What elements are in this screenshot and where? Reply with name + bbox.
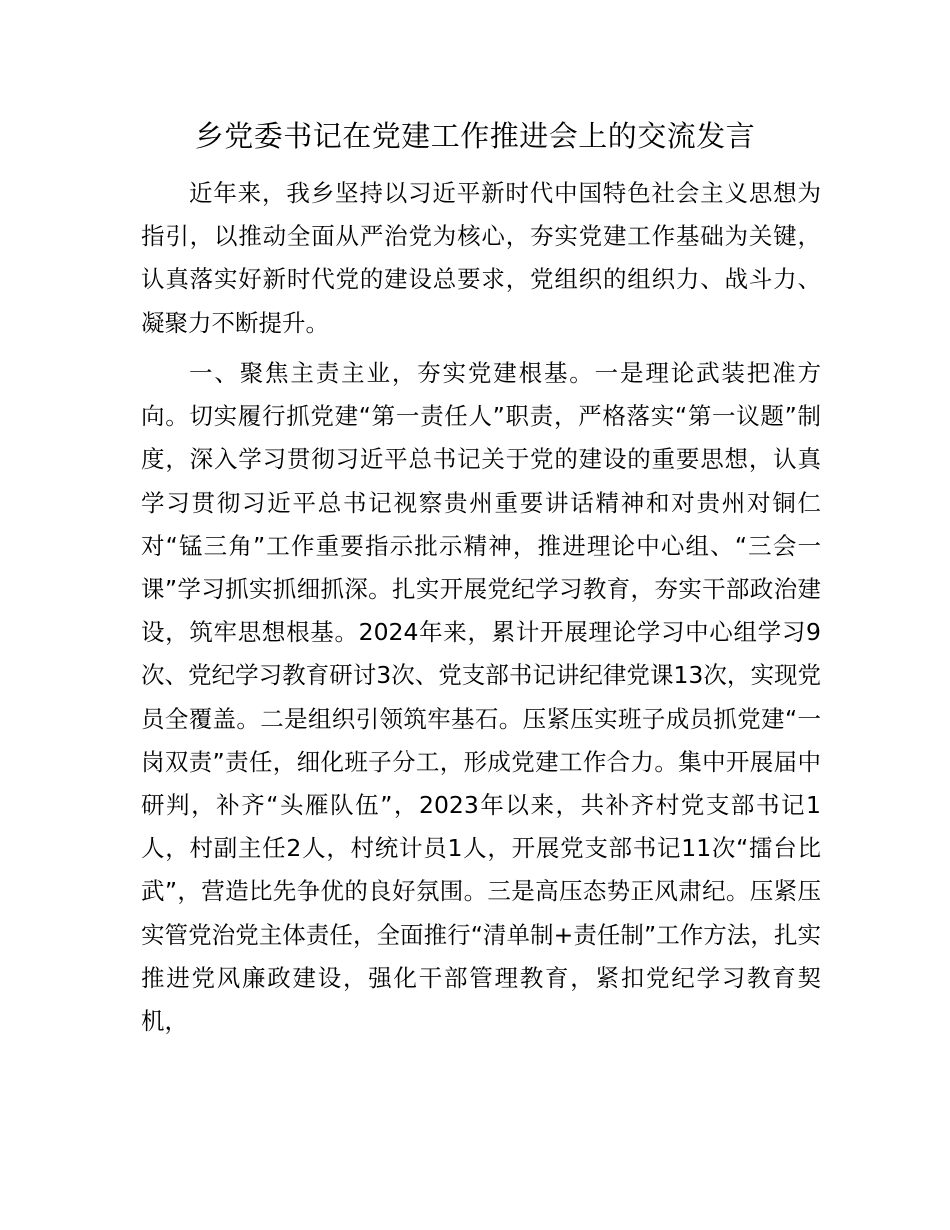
document-title: 乡党委书记在党建工作推进会上的交流发言 xyxy=(194,119,756,153)
paragraph-section-one: 一、聚焦主责主业，夯实党建根基。一是理论武装把准方向。切实履行抓党建“第一责任人”职责，严格落实“第一议题”制度，深入学习贯彻习近平总书记关于党的建设的重要思想，认真学习贯彻习近平总书记视察贵州重要讲话精神和对贵州对铜仁对“锰三角”工作重要指示批示精神，推进理论中心组、“三会一课”学习抓实抓细抓深。扎实开展党纪学习教育，夯实干部政治建设，筑牢思想根基。2024年来，累计开展理论学习中心组学习9次、党纪学习教育研讨3次、党支部书记讲纪律党课13次，实现党员全覆盖。二是组织引领筑牢基石。压紧压实班子成员抓党建“一岗双责”责任，细化班子分工，形成党建工作合力。集中开展届中研判，补齐“头雁队伍”，2023年以来，共补齐村党支部书记1人，村副主任2人，村统计员1人，开展党支部书记11次“擂台比武”，营造比先争优的良好氛围。三是高压态势正风肃纪。压紧压实管党治党主体责任，全面推行“清单制+责任制”工作方法，扎实推进党风廉政建设，强化干部管理教育，紧扣党纪学习教育契机， xyxy=(141,359,821,1036)
paragraph-intro: 近年来，我乡坚持以习近平新时代中国特色社会主义思想为指引，以推动全面从严治党为核心，夯实党建工作基础为关键，认真落实好新时代党的建设总要求，党组织的组织力、战斗力、凝聚力不断提升。 xyxy=(141,179,821,337)
